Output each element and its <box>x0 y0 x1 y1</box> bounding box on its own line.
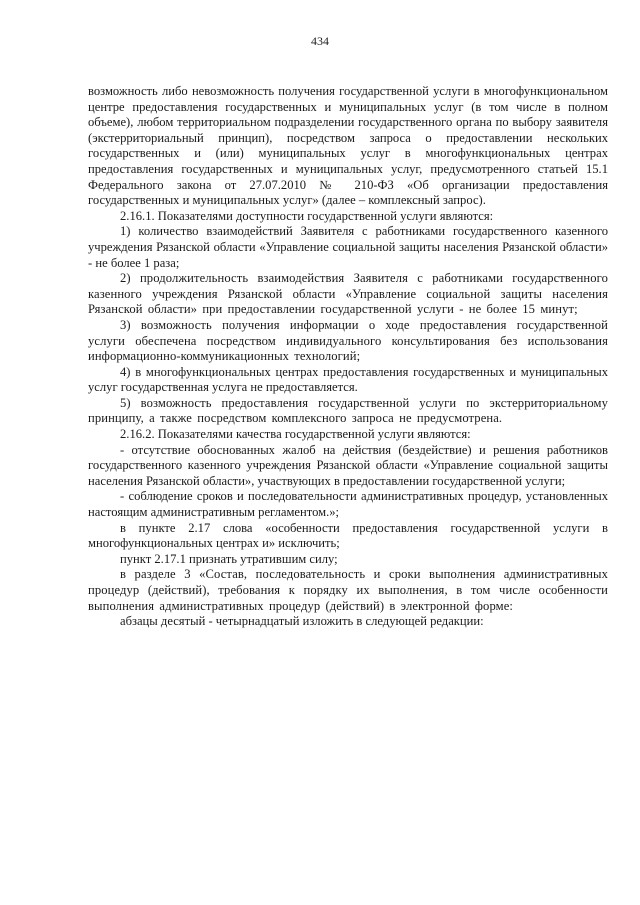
paragraph: 2.16.2. Показателями качества государственной услуги являются: <box>120 427 471 442</box>
paragraph: 3) возможность получения информации о ходе предоставления государственной услуги обеспечена посредством индивидуального консультирования без использования информационно-коммуникационных технологий; <box>88 317 608 364</box>
paragraph: возможность либо невозможность получения государственной услуги в многофункциональном центре предоставления государственных и муниципальных услуг (в том числе в полном объеме), любом территориальном подразделении государственного органа по выбору заявителя (экстерриториальный принцип), посредством запроса о предоставлении нескольких государственных и (или) муниципальных услуг в многофункциональных центрах предоставления государственных и муниципальных услуг, предусмотренного статьей 15.1 Федерального закона от 27.07.2010 № 210-ФЗ «Об организации предоставления государственных и муниципальных услуг» (далее – комплексный запрос). <box>88 84 608 208</box>
paragraph: 1) количество взаимодействий Заявителя с работниками государственного казенного учреждения Рязанской области «Управление социальной защиты населения Рязанской области» - не более 1 раза; <box>88 224 608 270</box>
paragraph: - соблюдение сроков и последовательности административных процедур, установленных настоящим административным регламентом.»; <box>88 489 608 520</box>
paragraph: - отсутствие обоснованных жалоб на действия (бездействие) и решения работников государственного казенного учреждения Рязанской области «Управление социальной защиты населения Рязанской области», участвующих в предоставлении государственной услуги; <box>88 442 608 488</box>
paragraph: в разделе 3 «Состав, последовательность и сроки выполнения административных процедур (действий), требования к порядку их выполнения, в том числе особенности выполнения административных процедур (действий) в электронной форме: <box>88 567 608 613</box>
paragraph: 2.16.1. Показателями доступности государственной услуги являются: <box>120 208 494 223</box>
paragraph: 2) продолжительность взаимодействия Заявителя с работниками государственного казенного учреждения Рязанской области «Управление социальной защиты населения Рязанской области» при предоставлении государственной услуги - не более 15 минут; <box>88 271 608 317</box>
paragraph: в пункте 2.17 слова «особенности предоставления государственной услуги в многофункциональных центрах и» исключить; <box>88 520 608 551</box>
paragraph: абзацы десятый - четырнадцатый изложить в следующей редакции: <box>120 614 484 629</box>
paragraph: 5) возможность предоставления государственной услуги по экстерриториальному принципу, а также посредством комплексного запроса не предусмотрена. <box>88 395 608 426</box>
paragraph: пункт 2.17.1 признать утратившим силу; <box>120 551 338 566</box>
page-number: 434 <box>311 34 329 48</box>
paragraph: 4) в многофункциональных центрах предоставления государственных и муниципальных услуг государственная услуга не предоставляется. <box>88 364 608 395</box>
document-body <box>88 84 608 630</box>
